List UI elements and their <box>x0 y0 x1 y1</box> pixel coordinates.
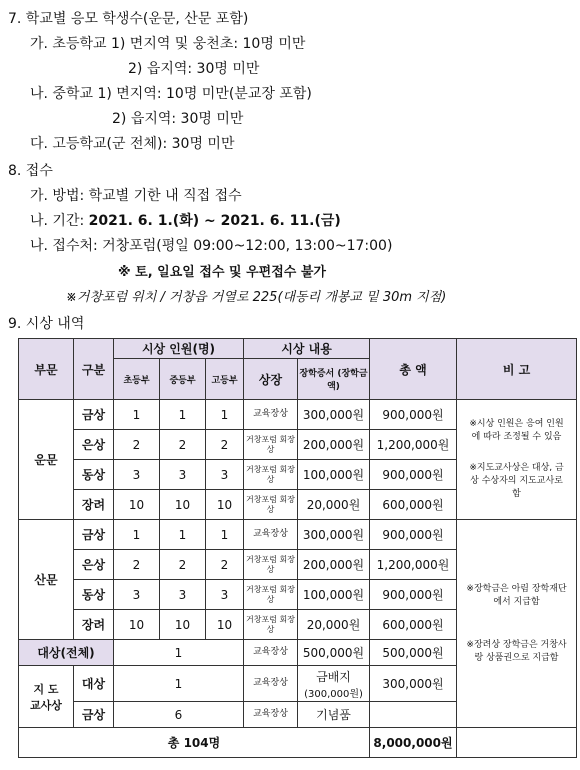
table-row <box>19 520 577 550</box>
note-voucher: ※장려상 장학금은 거창사랑 상품권으로 지급함 <box>466 639 567 663</box>
count-cell: 1 <box>114 400 160 430</box>
award-cell: 교육장상 <box>244 520 298 550</box>
award-cell: 거창포럼 회장상 <box>244 460 298 490</box>
souvenir-cell: 기념품 <box>298 702 370 728</box>
amount-cell: 200,000원 <box>298 430 370 460</box>
award-cell: 교육장상 <box>244 666 298 702</box>
header-scholarship: 장학증서 (장학금액) <box>298 359 370 400</box>
rank-gold: 금상 <box>74 702 114 728</box>
count-cell: 2 <box>160 430 206 460</box>
count-cell: 3 <box>206 460 244 490</box>
count-cell: 10 <box>160 490 206 520</box>
sec8-map-note: ※거창포럼 위치 / 거창읍 거열로 225(대동리 개봉교 밑 30m 지점) <box>66 290 447 305</box>
amount-cell: 300,000원 <box>298 400 370 430</box>
total-cell: 600,000원 <box>370 490 457 520</box>
count-cell: 1 <box>114 640 244 666</box>
total-cell-empty <box>370 702 457 728</box>
count-cell: 1 <box>114 520 160 550</box>
rank-gold: 금상 <box>74 400 114 430</box>
rank-bronze: 동상 <box>74 580 114 610</box>
section-8-title: 8. 접수 <box>8 163 53 179</box>
gold-medal: 금배지 <box>316 669 351 684</box>
header-high: 고등부 <box>206 359 244 400</box>
header-middle: 중등부 <box>160 359 206 400</box>
count-cell: 1 <box>206 400 244 430</box>
section-9-title: 9. 시상 내역 <box>8 316 85 332</box>
rank-bronze: 동상 <box>74 460 114 490</box>
rank-silver: 은상 <box>74 550 114 580</box>
header-content: 시상 내용 <box>244 339 370 359</box>
count-cell: 2 <box>206 550 244 580</box>
count-cell: 2 <box>114 550 160 580</box>
count-cell: 1 <box>160 400 206 430</box>
award-cell: 거창포럼 회장상 <box>244 430 298 460</box>
header-class: 구분 <box>74 339 114 400</box>
division-prose: 산문 <box>19 520 74 640</box>
count-cell: 10 <box>114 610 160 640</box>
amount-cell: 20,000원 <box>298 610 370 640</box>
total-cell: 1,200,000원 <box>370 430 457 460</box>
header-elementary: 초등부 <box>114 359 160 400</box>
amount-cell: 100,000원 <box>298 580 370 610</box>
rank-silver: 은상 <box>74 430 114 460</box>
sec7-high: 다. 고등학교(군 전체): 30명 미만 <box>30 136 235 152</box>
rank-gold: 금상 <box>74 520 114 550</box>
total-row <box>19 728 577 758</box>
count-cell: 3 <box>114 460 160 490</box>
sec8-period <box>30 210 341 230</box>
table-row <box>19 400 577 430</box>
count-cell: 10 <box>160 610 206 640</box>
division-poetry: 운문 <box>19 400 74 520</box>
sec7-elementary-2: 2) 읍지역: 30명 미만 <box>128 61 260 77</box>
total-cell: 300,000원 <box>370 666 457 702</box>
header-total: 총 액 <box>370 339 457 400</box>
teacher-award-label: 지 도 교사상 <box>19 666 74 728</box>
award-cell: 교육장상 <box>244 702 298 728</box>
total-cell: 900,000원 <box>370 400 457 430</box>
sec8-location: 나. 접수처: 거창포럼(평일 09:00~12:00, 13:00~17:00) <box>30 238 393 254</box>
amount-cell: 100,000원 <box>298 460 370 490</box>
count-cell: 2 <box>114 430 160 460</box>
note-teacher: ※지도교사상은 대상, 금상 수상자의 지도교사로 함 <box>469 463 564 499</box>
count-cell: 10 <box>206 490 244 520</box>
total-amount: 8,000,000원 <box>370 728 457 758</box>
sec8-period-dates: 2021. 6. 1.(화) ~ 2021. 6. 11.(금) <box>88 213 341 229</box>
total-cell: 900,000원 <box>370 580 457 610</box>
gold-medal-cell <box>298 666 370 702</box>
count-cell: 10 <box>206 610 244 640</box>
header-division: 부문 <box>19 339 74 400</box>
header-note: 비 고 <box>457 339 577 400</box>
total-cell: 900,000원 <box>370 520 457 550</box>
sec7-elementary-1: 가. 초등학교 1) 면지역 및 웅천초: 10명 미만 <box>30 36 306 52</box>
award-cell: 거창포럼 회장상 <box>244 490 298 520</box>
award-table <box>18 338 577 758</box>
count-cell: 10 <box>114 490 160 520</box>
sec7-middle-2: 2) 읍지역: 30명 미만 <box>112 111 244 127</box>
sec8-period-label: 나. 기간: <box>30 213 89 229</box>
total-count: 총 104명 <box>19 728 370 758</box>
section-7-title: 7. 학교별 응모 학생수(운문, 산문 포함) <box>8 11 249 27</box>
gold-medal-amount: (300,000원) <box>304 688 363 700</box>
note-adjust: ※시상 인원은 응여 인원에 따라 조정될 수 있음 <box>469 419 564 442</box>
count-cell: 1 <box>206 520 244 550</box>
total-cell: 900,000원 <box>370 460 457 490</box>
sec7-middle-1: 나. 중학교 1) 면지역: 10명 미만(분교장 포함) <box>30 86 312 102</box>
sec8-method: 가. 방법: 학교별 기한 내 직접 접수 <box>30 188 242 204</box>
header-award: 상장 <box>244 359 298 400</box>
rank-merit: 장려 <box>74 490 114 520</box>
rank-merit: 장려 <box>74 610 114 640</box>
award-cell: 거창포럼 회장상 <box>244 580 298 610</box>
rank-grand: 대상 <box>74 666 114 702</box>
amount-cell: 200,000원 <box>298 550 370 580</box>
award-cell: 교육장상 <box>244 640 298 666</box>
total-note-empty <box>457 728 577 758</box>
note-scholarship: ※장학금은 아림 장학재단에서 지급함 <box>466 583 567 607</box>
count-cell: 1 <box>160 520 206 550</box>
count-cell: 3 <box>160 460 206 490</box>
total-cell: 600,000원 <box>370 610 457 640</box>
award-cell: 교육장상 <box>244 400 298 430</box>
amount-cell: 500,000원 <box>298 640 370 666</box>
count-cell: 3 <box>160 580 206 610</box>
award-cell: 거창포럼 회장상 <box>244 610 298 640</box>
count-cell: 3 <box>114 580 160 610</box>
amount-cell: 300,000원 <box>298 520 370 550</box>
total-cell: 1,200,000원 <box>370 550 457 580</box>
count-cell: 2 <box>160 550 206 580</box>
sec8-notice: ※ 토, 일요일 접수 및 우편접수 불가 <box>118 265 326 280</box>
award-cell: 거창포럼 회장상 <box>244 550 298 580</box>
note-poetry <box>457 400 577 520</box>
count-cell: 2 <box>206 430 244 460</box>
count-cell: 1 <box>114 666 244 702</box>
header-count: 시상 인원(명) <box>114 339 244 359</box>
total-cell: 500,000원 <box>370 640 457 666</box>
count-cell: 6 <box>114 702 244 728</box>
note-prose <box>457 520 577 728</box>
grand-prize-label: 대상(전체) <box>19 640 114 666</box>
count-cell: 3 <box>206 580 244 610</box>
amount-cell: 20,000원 <box>298 490 370 520</box>
